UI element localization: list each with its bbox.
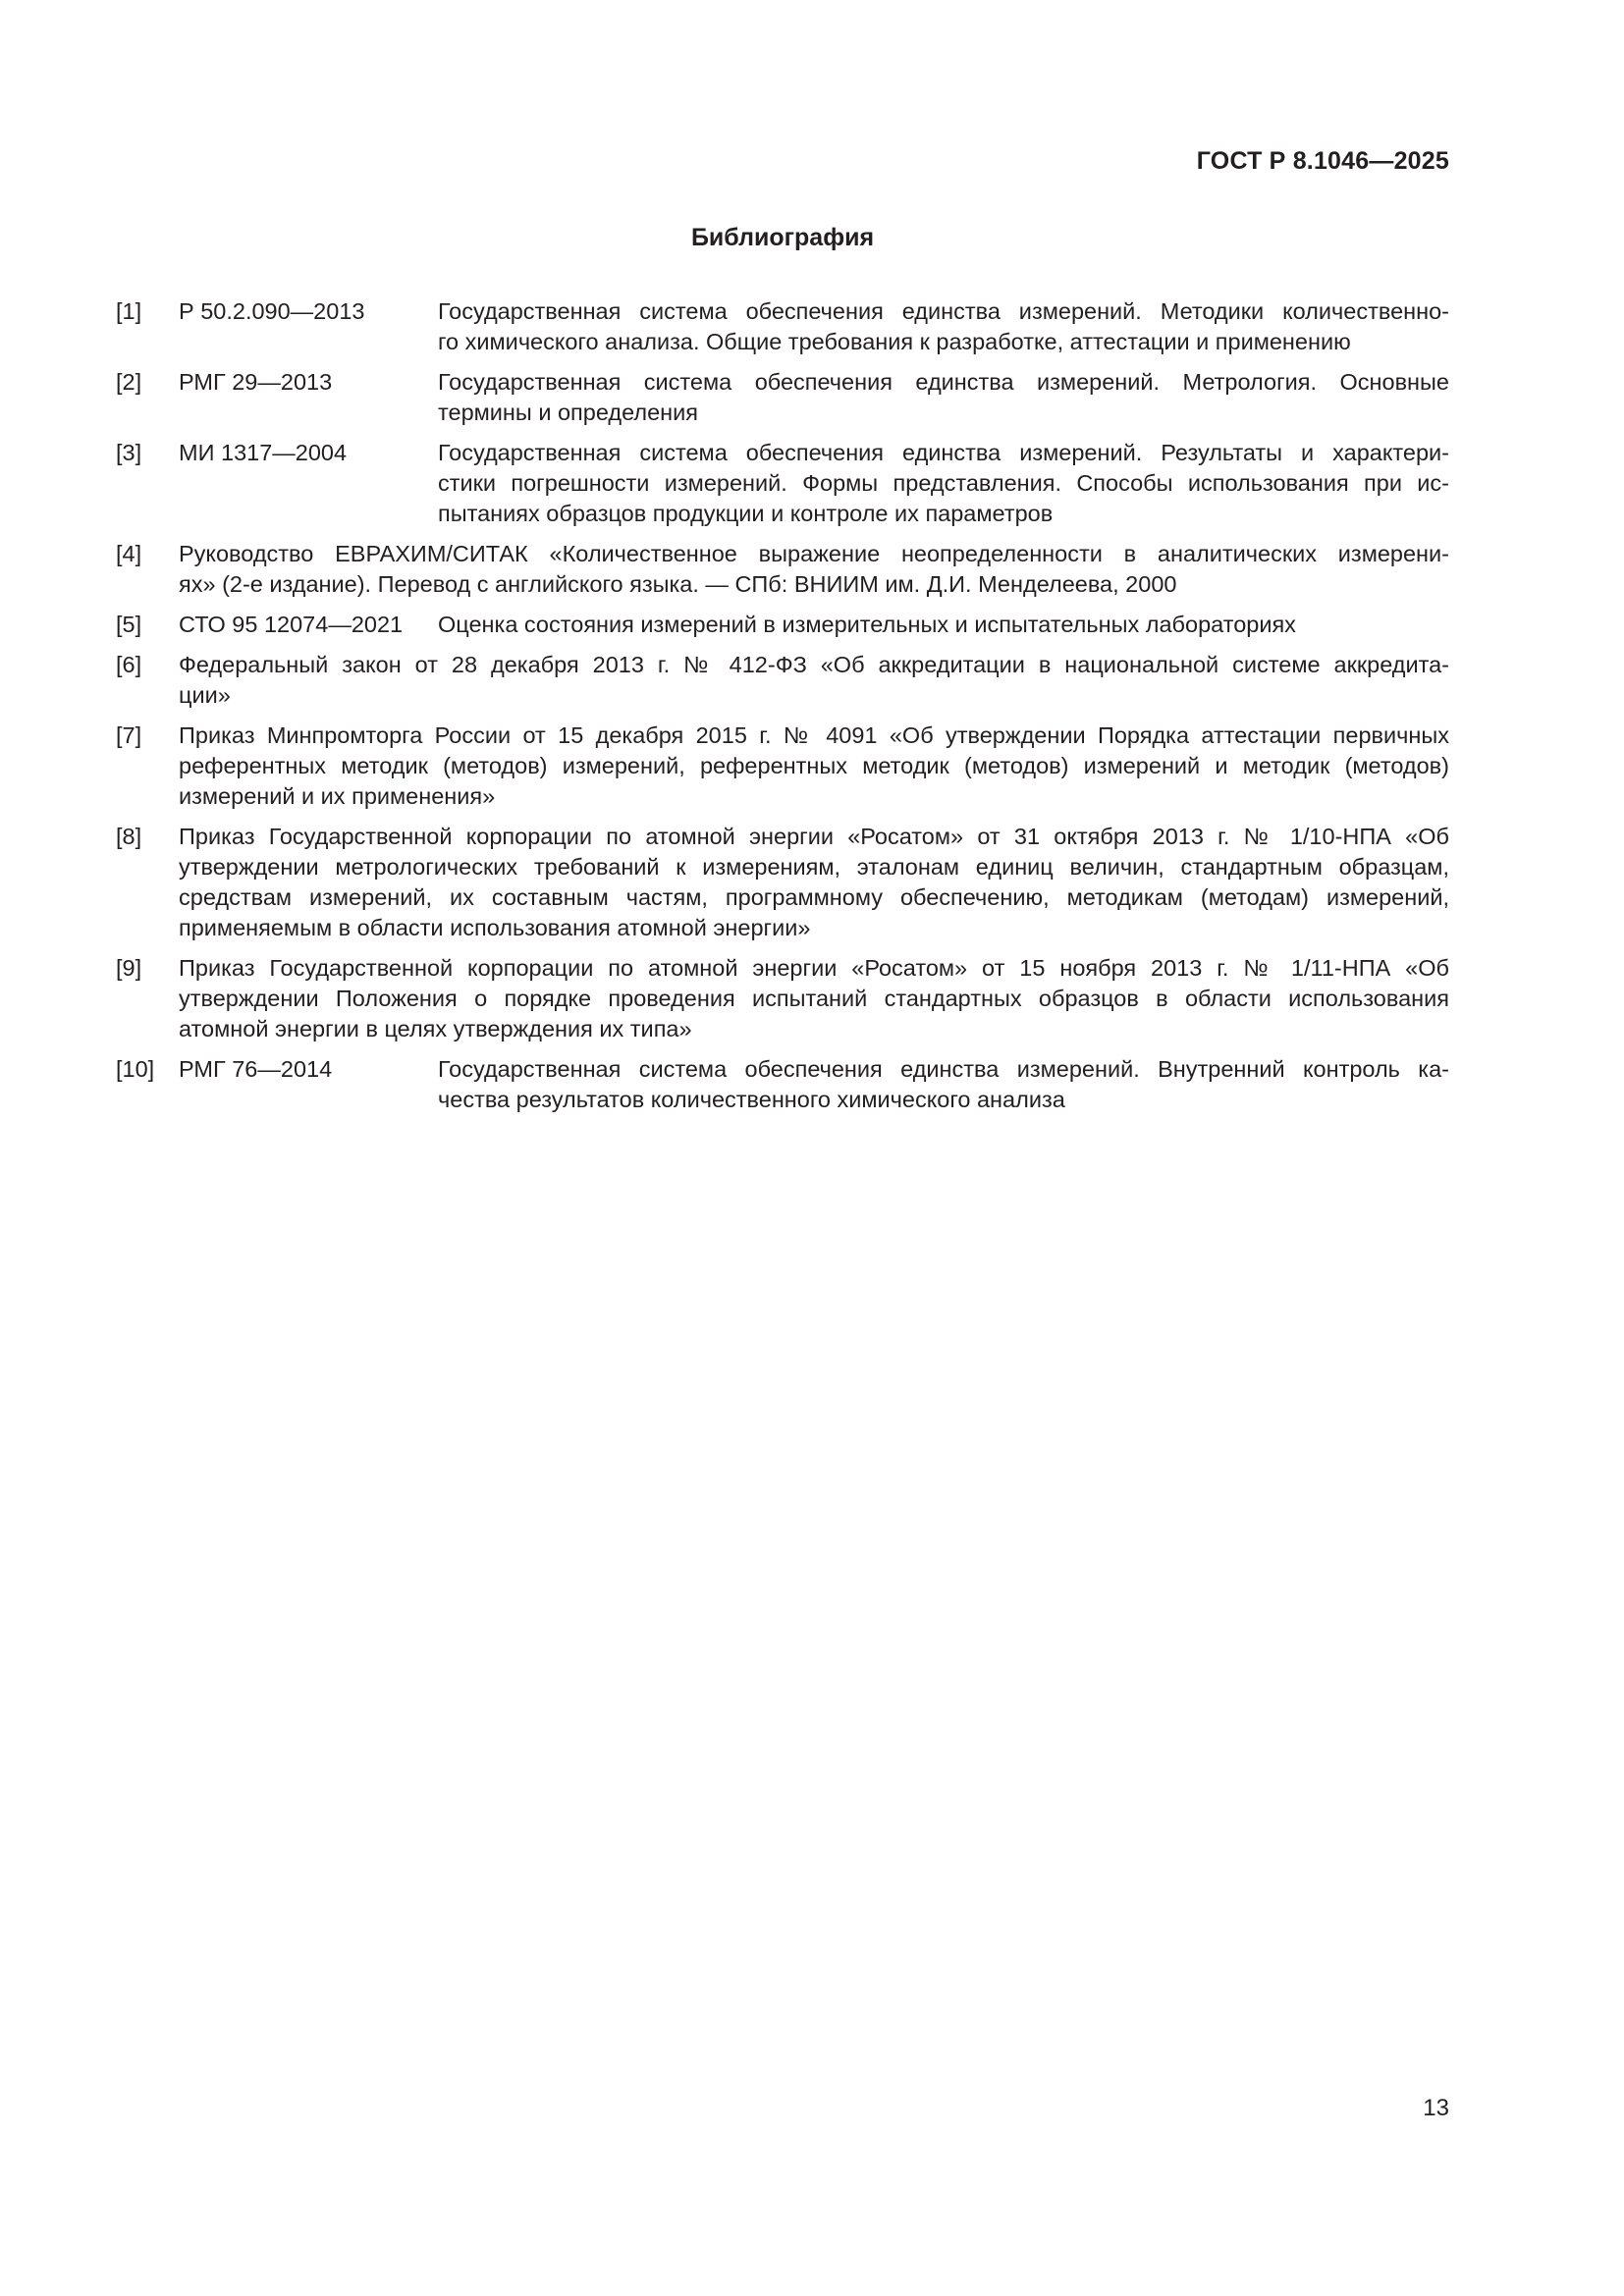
bibliography-entry bbox=[116, 367, 1449, 428]
entry-document-code: РМГ 76—2014 bbox=[179, 1056, 333, 1082]
entry-line: утверждении метрологических требований к измерениям, эталонам единиц величин, стандартным образцам, bbox=[179, 854, 1449, 880]
entry-number: [6] bbox=[116, 652, 142, 677]
entry-line: Государственная система обеспечения единства измерений. Внутренний контроль ка- bbox=[438, 1056, 1449, 1082]
entry-line: чества результатов количественного химического анализа bbox=[438, 1087, 1065, 1112]
entry-line: Оценка состояния измерений в измерительных и испытательных лабораториях bbox=[438, 612, 1296, 637]
entry-number: [9] bbox=[116, 955, 142, 981]
bibliography-entry bbox=[116, 539, 1449, 600]
entry-line: средствам измерений, их составным частям, программному обеспечению, методикам (методам) измерений, bbox=[179, 884, 1449, 910]
entry-number: [1] bbox=[116, 298, 142, 324]
entry-line: утверждении Положения о порядке проведения испытаний стандартных образцов в области использования bbox=[179, 986, 1449, 1011]
entry-description bbox=[179, 822, 1449, 943]
entry-line: го химического анализа. Общие требования к разработке, аттестации и применению bbox=[438, 329, 1351, 354]
entry-number: [10] bbox=[116, 1056, 155, 1082]
entry-line: ции» bbox=[179, 682, 231, 708]
entry-description bbox=[179, 650, 1449, 711]
bibliography-entry bbox=[116, 296, 1449, 357]
bibliography-entry bbox=[116, 650, 1449, 711]
section-title: Библиография bbox=[690, 224, 875, 251]
bibliography-entry bbox=[116, 953, 1449, 1044]
entry-description bbox=[438, 296, 1449, 357]
bibliography-entry bbox=[116, 438, 1449, 529]
entry-line: применяемым в области использования атомной энергии» bbox=[179, 915, 811, 940]
entry-line: пытаниях образцов продукции и контроле их параметров bbox=[438, 501, 1054, 526]
entry-line: Руководство ЕВРАХИМ/СИТАК «Количественное выражение неопределенности в аналитических измерени- bbox=[179, 541, 1449, 566]
bibliography-entry bbox=[116, 822, 1449, 943]
entry-line: измерений и их применения» bbox=[179, 783, 496, 809]
entry-line: Государственная система обеспечения единства измерений. Результаты и характери- bbox=[438, 440, 1449, 465]
document-code: ГОСТ Р 8.1046—2025 bbox=[1196, 147, 1449, 175]
entry-line: референтных методик (методов) измерений, референтных методик (методов) измерений и методик (методов) bbox=[179, 753, 1449, 778]
entry-number: [2] bbox=[116, 369, 142, 395]
entry-number: [7] bbox=[116, 722, 142, 748]
entry-description bbox=[438, 438, 1449, 529]
page-number: 13 bbox=[1423, 2095, 1449, 2121]
entry-line: Федеральный закон от 28 декабря 2013 г. № 412-ФЗ «Об аккредитации в национальной системе аккредита- bbox=[179, 652, 1449, 677]
bibliography-list bbox=[116, 296, 1449, 1125]
entry-document-code: РМГ 29—2013 bbox=[179, 369, 333, 395]
entry-description bbox=[438, 367, 1449, 428]
entry-number: [8] bbox=[116, 824, 142, 849]
entry-description bbox=[179, 539, 1449, 600]
entry-line: ях» (2-е издание). Перевод с английского языка. — СПб: ВНИИМ им. Д.И. Менделеева, 2000 bbox=[179, 571, 1177, 597]
entry-description bbox=[438, 1054, 1449, 1115]
entry-line: Приказ Минпромторга России от 15 декабря 2015 г. № 4091 «Об утверждении Порядка аттестации первичных bbox=[179, 722, 1449, 748]
entry-description bbox=[179, 721, 1449, 812]
entry-line: термины и определения bbox=[438, 400, 699, 425]
entry-document-code: МИ 1317—2004 bbox=[179, 440, 348, 465]
entry-number: [3] bbox=[116, 440, 142, 465]
entry-number: [4] bbox=[116, 541, 142, 566]
entry-line: Государственная система обеспечения единства измерений. Метрология. Основные bbox=[438, 369, 1449, 395]
bibliography-entry bbox=[116, 1054, 1449, 1115]
entry-line: Государственная система обеспечения единства измерений. Методики количественно- bbox=[438, 298, 1449, 324]
bibliography-entry bbox=[116, 721, 1449, 812]
entry-document-code: СТО 95 12074—2021 bbox=[179, 612, 404, 637]
entry-document-code: Р 50.2.090—2013 bbox=[179, 298, 365, 324]
entry-number: [5] bbox=[116, 612, 142, 637]
entry-description bbox=[179, 953, 1449, 1044]
entry-description bbox=[438, 610, 1449, 640]
entry-line: Приказ Государственной корпорации по атомной энергии «Росатом» от 31 октября 2013 г. № 1/10-НПА «Об bbox=[179, 824, 1449, 849]
entry-line: атомной энергии в целях утверждения их типа» bbox=[179, 1016, 692, 1041]
bibliography-entry bbox=[116, 610, 1449, 640]
entry-line: Приказ Государственной корпорации по атомной энергии «Росатом» от 15 ноября 2013 г. № 1/11-НПА «Об bbox=[179, 955, 1449, 981]
entry-line: стики погрешности измерений. Формы представления. Способы использования при ис- bbox=[438, 470, 1449, 496]
